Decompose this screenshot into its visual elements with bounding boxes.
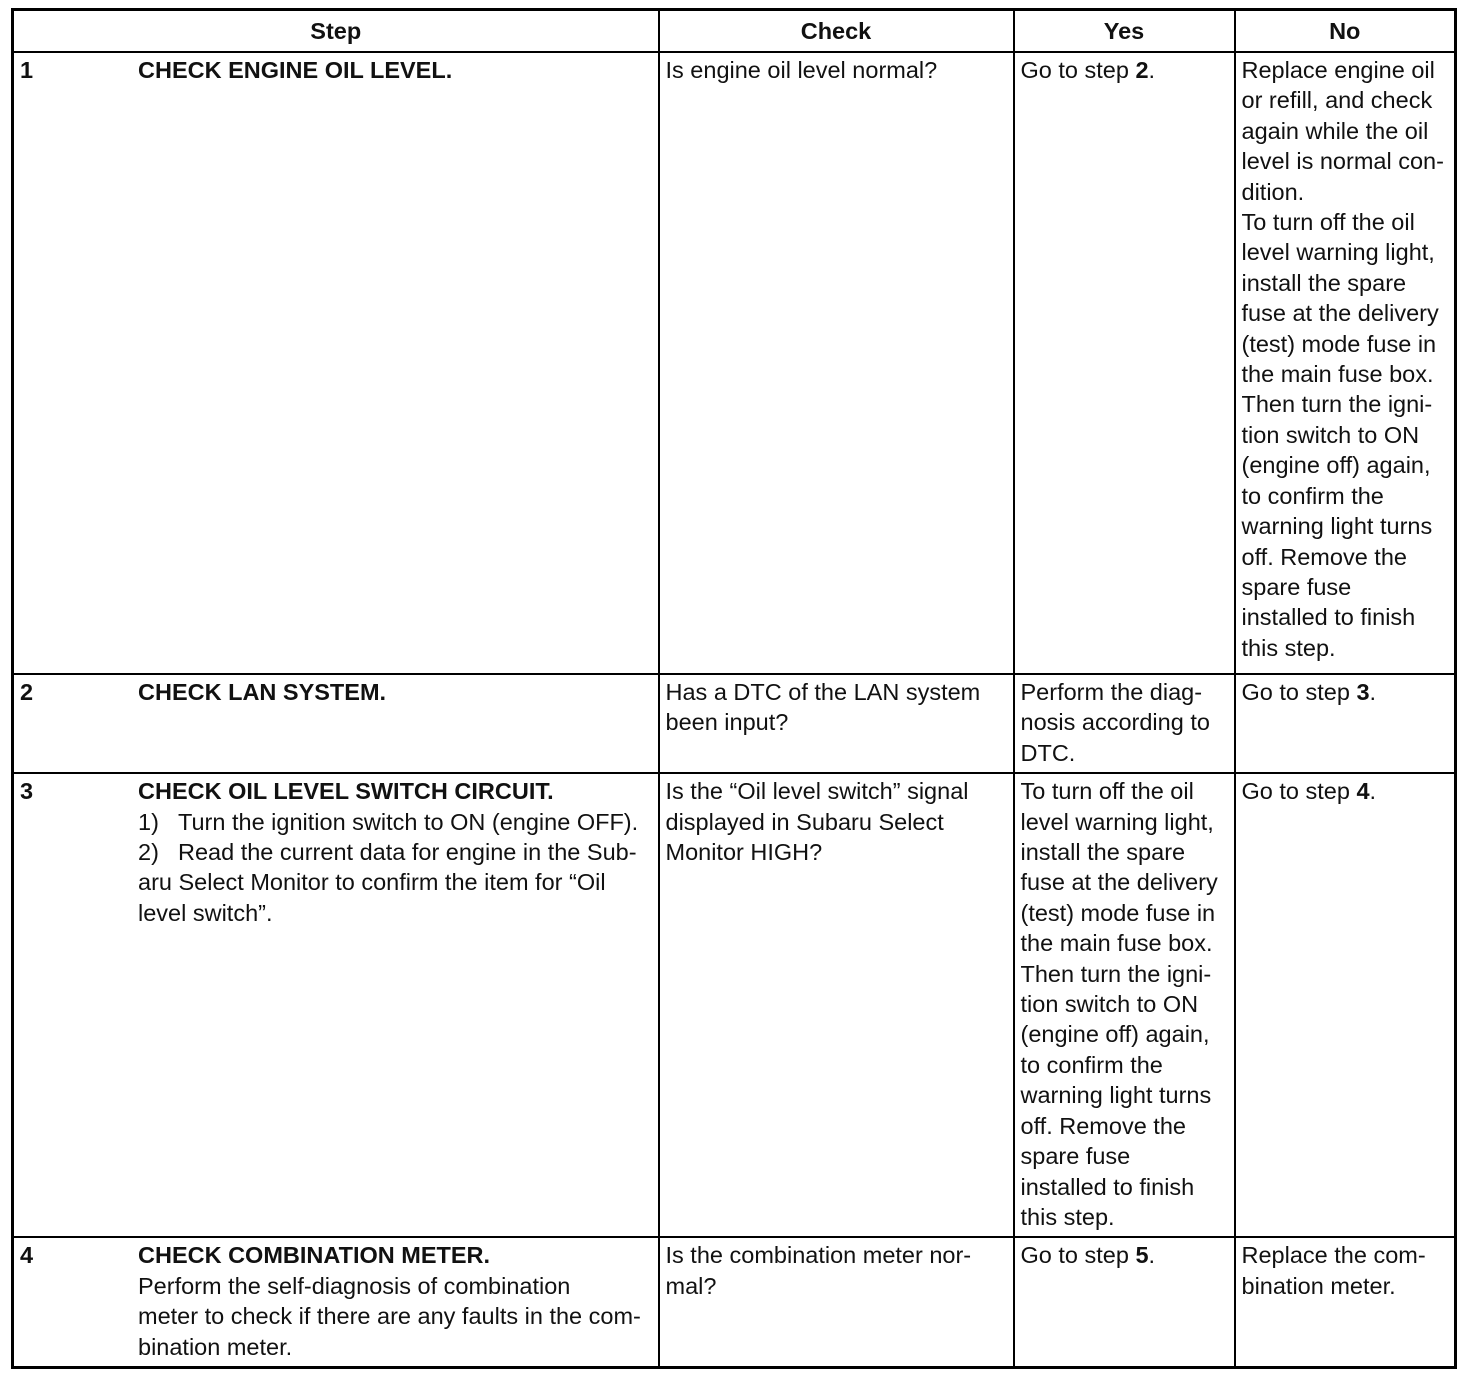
step-number: 1 <box>20 57 34 83</box>
no-cell <box>1235 52 1456 674</box>
check-cell <box>659 1237 1014 1367</box>
yes-text: Go to step <box>1020 57 1136 83</box>
no-cell <box>1235 674 1456 773</box>
no-line: (engine off) again, <box>1241 452 1431 479</box>
no-line: tion switch to ON <box>1241 421 1420 448</box>
check-line: Is the combination meter nor- <box>665 1242 972 1269</box>
yes-line: installed to finish <box>1020 1173 1195 1200</box>
header-step: Step <box>13 10 659 53</box>
check-line: mal? <box>665 1272 717 1299</box>
table-row <box>13 674 1456 773</box>
no-line: the main fuse box. <box>1241 361 1434 388</box>
check-cell <box>659 52 1014 674</box>
no-line: level warning light, <box>1241 239 1435 266</box>
check-line: displayed in Subaru Select <box>665 808 944 835</box>
yes-step-ref: 5 <box>1135 1242 1149 1269</box>
step-title: CHECK LAN SYSTEM. <box>138 679 387 705</box>
no-cell <box>1235 1237 1456 1367</box>
yes-line: to confirm the <box>1020 1051 1163 1078</box>
no-line: spare fuse <box>1241 573 1352 600</box>
no-line: Replace the com- <box>1241 1242 1426 1269</box>
check-line: Monitor HIGH? <box>665 839 823 866</box>
no-line: Replace engine oil <box>1241 57 1435 83</box>
no-line: bination meter. <box>1241 1272 1396 1299</box>
no-step-ref: 3 <box>1356 679 1370 705</box>
sub-step <box>138 807 653 837</box>
table-row <box>13 773 1456 1237</box>
check-line: Has a DTC of the LAN system <box>665 679 981 705</box>
check-cell <box>659 773 1014 1237</box>
step-number: 4 <box>20 1242 34 1269</box>
yes-line: fuse at the delivery <box>1020 869 1218 896</box>
sub-step-text: Turn the ignition switch to ON (engine OFF). <box>178 808 639 835</box>
no-text: Go to step <box>1241 679 1357 705</box>
no-line: or refill, and check <box>1241 87 1433 114</box>
check-line: been input? <box>665 709 789 736</box>
step-title: CHECK ENGINE OIL LEVEL. <box>138 57 453 83</box>
sub-step-line: level switch”. <box>138 899 273 926</box>
step-body-line: meter to check if there are any faults in the com- <box>138 1303 641 1330</box>
yes-line: the main fuse box. <box>1020 930 1213 957</box>
step-number: 2 <box>20 679 34 705</box>
step-cell <box>13 1237 659 1367</box>
step-number: 3 <box>20 778 34 805</box>
sub-step-text: Read the current data for engine in the Sub- <box>178 839 637 866</box>
yes-line: DTC. <box>1020 739 1076 766</box>
yes-cell <box>1014 674 1235 773</box>
no-line: Then turn the igni- <box>1241 391 1433 418</box>
yes-line: Then turn the igni- <box>1020 960 1212 987</box>
no-text-end: . <box>1369 778 1377 805</box>
step-cell <box>13 52 659 674</box>
table-row <box>13 1237 1456 1367</box>
no-cell <box>1235 773 1456 1237</box>
yes-line: spare fuse <box>1020 1143 1131 1170</box>
check-cell <box>659 674 1014 773</box>
yes-line: Perform the diag- <box>1020 679 1203 705</box>
yes-text-end: . <box>1148 1242 1156 1269</box>
yes-line: (test) mode fuse in <box>1020 899 1216 926</box>
no-line: off. Remove the <box>1241 543 1407 570</box>
yes-line: nosis according to <box>1020 709 1210 736</box>
header-no: No <box>1235 10 1456 53</box>
yes-line: tion switch to ON <box>1020 991 1199 1018</box>
yes-step-ref: 2 <box>1135 57 1149 83</box>
yes-cell <box>1014 1237 1235 1367</box>
no-line: fuse at the delivery <box>1241 300 1439 327</box>
step-title: CHECK COMBINATION METER. <box>138 1242 491 1269</box>
sub-step <box>138 837 653 867</box>
yes-text-end: . <box>1148 57 1156 83</box>
no-line: (test) mode fuse in <box>1241 330 1437 357</box>
yes-line: (engine off) again, <box>1020 1021 1210 1048</box>
no-line: install the spare <box>1241 269 1407 296</box>
no-line: To turn off the oil <box>1241 209 1415 236</box>
diagnostic-table <box>11 8 1457 1369</box>
no-line: warning light turns <box>1241 513 1433 540</box>
step-title: CHECK OIL LEVEL SWITCH CIRCUIT. <box>138 778 554 805</box>
yes-line: level warning light, <box>1020 808 1214 835</box>
sub-step-line: aru Select Monitor to confirm the item for “Oil <box>138 869 606 896</box>
step-body-line: Perform the self-diagnosis of combination <box>138 1272 571 1299</box>
no-text: Go to step <box>1241 778 1357 805</box>
header-check: Check <box>659 10 1014 53</box>
yes-text: Go to step <box>1020 1242 1136 1269</box>
yes-line: this step. <box>1020 1203 1115 1230</box>
check-text: Is engine oil level normal? <box>665 57 938 83</box>
table-row <box>13 52 1456 674</box>
check-line: Is the “Oil level switch” signal <box>665 778 969 805</box>
header-row <box>13 10 1456 53</box>
yes-cell <box>1014 52 1235 674</box>
no-line: installed to finish <box>1241 604 1416 631</box>
no-step-ref: 4 <box>1356 778 1370 805</box>
no-line: this step. <box>1241 634 1336 661</box>
no-line: again while the oil <box>1241 117 1429 144</box>
yes-cell <box>1014 773 1235 1237</box>
header-yes: Yes <box>1014 10 1235 53</box>
yes-line: warning light turns <box>1020 1082 1212 1109</box>
no-line: to confirm the <box>1241 482 1384 509</box>
sub-step-number: 1) <box>138 808 159 835</box>
no-line: dition. <box>1241 178 1305 205</box>
no-line: level is normal con- <box>1241 148 1444 175</box>
yes-line: To turn off the oil <box>1020 778 1194 805</box>
no-text-end: . <box>1369 679 1377 705</box>
step-cell <box>13 674 659 773</box>
step-cell <box>13 773 659 1237</box>
step-body-line: bination meter. <box>138 1333 293 1360</box>
yes-line: off. Remove the <box>1020 1112 1186 1139</box>
sub-step-number: 2) <box>138 839 159 866</box>
yes-line: install the spare <box>1020 839 1186 866</box>
